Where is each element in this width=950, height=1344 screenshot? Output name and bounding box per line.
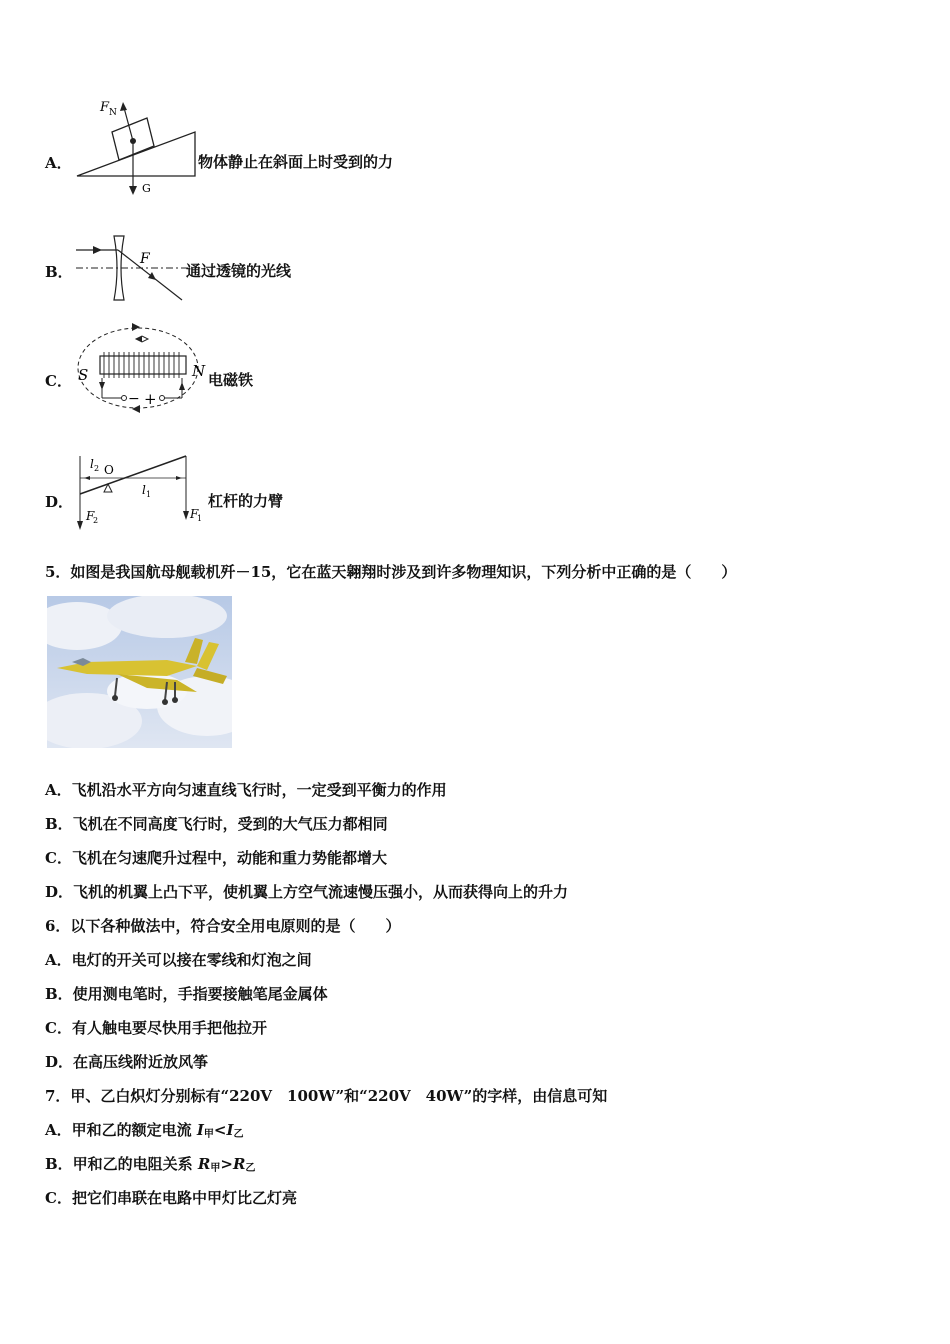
l2-sub: 2 [94,464,100,473]
option-b-caption: 通过透镜的光线 [186,262,292,280]
f1-label: F [190,507,199,521]
lever-arm-diagram [72,448,208,532]
north-pole-label: N [192,362,206,380]
resistance-symbol-2: R [232,1155,246,1173]
plus-label: + [144,390,157,408]
l2-label: l [90,457,94,471]
q5-option-a: A．飞机沿水平方向匀速直线飞行时，一定受到平衡力的作用 [45,781,447,799]
resistance-symbol-1: R [197,1155,211,1173]
q6-option-a: A．电灯的开关可以接在零线和灯泡之间 [45,951,312,969]
l1-sub: 1 [146,490,152,499]
q5-option-d: D．飞机的机翼上凸下平，使机翼上方空气流速慢压强小，从而获得向上的升力 [45,883,569,901]
q5-option-c: C．飞机在匀速爬升过程中，动能和重力势能都增大 [45,849,387,867]
option-d-label: D． [45,493,74,511]
q6-option-c: C．有人触电要尽快用手把他拉开 [45,1019,267,1037]
pivot-label: O [104,463,114,477]
q6-option-d: D．在高压线附近放风筝 [45,1053,209,1071]
gravity-label: G [142,182,151,195]
electromagnet-diagram [72,318,208,418]
normal-force-label: F [100,100,110,115]
q7-option-a-text: A．甲和乙的额定电流 [45,1121,197,1139]
q6-option-b: B．使用测电笔时，手指要接触笔尾金属体 [45,985,328,1003]
minus-label: − [128,391,140,407]
resistance-sub-2: 乙 [245,1163,256,1174]
l1-label: l [142,483,146,497]
f2-label: F [86,509,95,523]
q6-stem: 6．以下各种做法中，符合安全用电原则的是（ ） [45,917,401,935]
normal-force-sub: N [109,108,117,118]
resistance-sub-1: 甲 [210,1163,221,1174]
less-than-sign: < [213,1121,227,1139]
option-c-caption: 电磁铁 [208,371,254,389]
option-a-caption: 物体静止在斜面上时受到的力 [198,153,394,171]
q7-option-b-text: B．甲和乙的电阻关系 [45,1155,198,1173]
focus-label: F [140,251,150,267]
incline-force-diagram [72,96,202,200]
f2-sub: 2 [93,516,99,525]
q7-option-c: C．把它们串联在电路中甲灯比乙灯亮 [45,1189,297,1207]
option-c-label: C． [45,372,72,390]
option-d-caption: 杠杆的力臂 [208,492,284,510]
option-a-label: A． [45,154,72,172]
lens-ray-diagram [72,232,192,304]
q7-stem: 7．甲、乙白炽灯分别标有“220V 100W”和“220V 40W”的字样，由信息可知 [45,1087,608,1105]
south-pole-label: S [78,366,89,384]
current-symbol-2: I [226,1121,234,1139]
f1-sub: 1 [197,514,203,523]
q7-option-a [45,1120,244,1145]
q5-stem: 5．如图是我国航母舰载机歼－15，它在蓝天翱翔时涉及到许多物理知识，下列分析中正确的是（ ） [45,563,737,581]
current-sub-1: 甲 [203,1129,214,1140]
q5-option-b: B．飞机在不同高度飞行时，受到的大气压力都相同 [45,815,388,833]
q7-option-b [45,1154,255,1179]
option-b-label: B． [45,263,73,281]
greater-than-sign: > [220,1155,233,1173]
current-symbol-1: I [196,1121,204,1139]
current-sub-2: 乙 [233,1129,244,1140]
j15-aircraft-photo [47,596,232,748]
